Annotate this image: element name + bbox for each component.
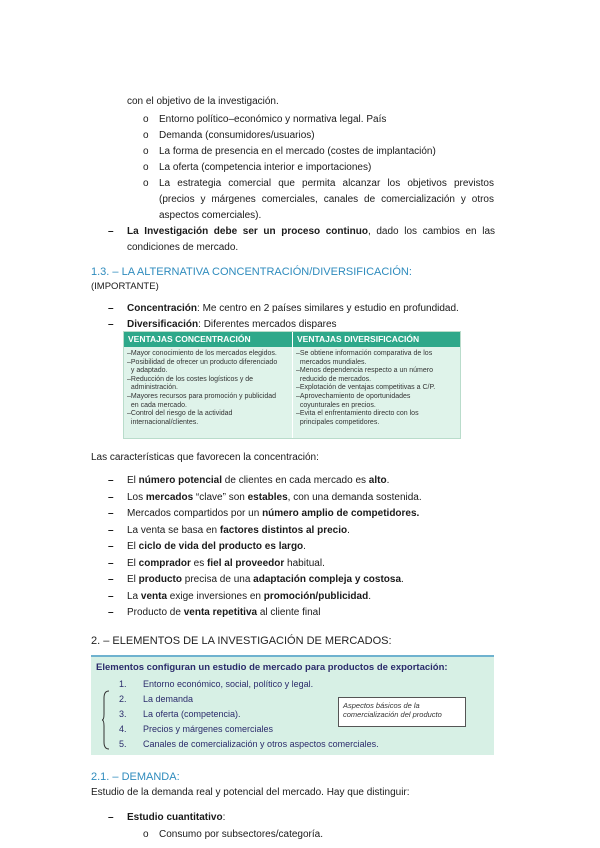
consumption-sub-item: Consumo por subsectores/categoría. — [159, 829, 323, 840]
sub-item: La oferta (competencia interior e importaciones) — [159, 162, 372, 173]
feature-bold-text: producto — [138, 574, 182, 585]
dash-bullet-icon: – — [108, 492, 114, 503]
feature-item — [127, 541, 306, 553]
features-intro: Las características que favorecen la concentración: — [91, 452, 319, 463]
feature-text: . — [347, 525, 350, 536]
concentration-term: Concentración — [127, 303, 198, 314]
elements-box — [91, 655, 494, 755]
diversification-term: Diversificación — [127, 319, 199, 330]
feature-text: Los — [127, 492, 146, 503]
feature-bold-text: comprador — [138, 558, 191, 569]
circle-bullet-icon: o — [143, 114, 149, 125]
quantitative-study-colon: : — [222, 812, 226, 823]
feature-bold-text: promoción/publicidad — [263, 591, 369, 602]
feature-text: es — [190, 558, 208, 569]
feature-text: exige inversiones en — [167, 591, 264, 602]
investigation-bold: La Investigación debe ser un proceso continuo — [127, 226, 368, 237]
section-1-3-note: (IMPORTANTE) — [91, 281, 159, 292]
dash-bullet-icon: – — [108, 812, 114, 823]
dash-bullet-icon: – — [108, 591, 114, 602]
feature-bold-text: venta repetitiva — [183, 607, 258, 618]
feature-text: . — [401, 574, 404, 585]
feature-text: Mercados compartidos por un — [127, 508, 263, 519]
feature-text: . — [368, 591, 371, 602]
feature-text: de clientes en cada mercado es — [222, 475, 369, 486]
feature-text: El — [127, 475, 139, 486]
feature-text: precisa de una — [182, 574, 254, 585]
feature-text: El — [127, 574, 139, 585]
feature-text: “clave” son — [193, 492, 248, 503]
feature-bold-text: factores distintos al precio — [219, 525, 348, 536]
feature-bold-text: adaptación compleja y costosa — [253, 574, 401, 585]
box-item-label: La demanda — [143, 694, 194, 704]
investigation-rest: , dado los cambios en las condiciones de mercado. — [127, 226, 496, 253]
section-2-1-heading: 2.1. – DEMANDA: — [91, 771, 180, 783]
sub-item-long: La estrategia comercial que permita alcanzar los objetivos previstos (precios y márgenes comerciales, canales de comercialización y otros aspectos comerciales). — [159, 178, 494, 221]
feature-bold-text: mercados — [145, 492, 194, 503]
box-item-label: Canales de comercialización y otros aspectos comerciales. — [143, 739, 379, 749]
feature-text: habitual. — [284, 558, 325, 569]
sub-item: La forma de presencia en el mercado (costes de implantación) — [159, 146, 436, 157]
quantitative-study-term: Estudio cuantitativo — [127, 812, 223, 823]
dash-bullet-icon: – — [108, 475, 114, 486]
table-header-concentration: VENTAJAS CONCENTRACIÓN — [124, 332, 292, 347]
sub-item: Demanda (consumidores/usuarios) — [159, 130, 315, 141]
box-item-label: Precios y márgenes comerciales — [143, 724, 274, 734]
box-item-label: Entorno económico, social, político y legal. — [143, 679, 314, 689]
feature-text: Producto de — [127, 607, 184, 618]
section-2-1-intro: Estudio de la demanda real y potencial del mercado. Hay que distinguir: — [91, 787, 410, 798]
feature-bold-text: número amplio de competidores. — [262, 508, 420, 519]
circle-bullet-icon: o — [143, 829, 149, 840]
feature-text: . — [386, 475, 390, 486]
circle-bullet-icon: o — [143, 130, 149, 141]
dash-bullet-icon: – — [108, 558, 114, 569]
table-divider — [292, 332, 293, 438]
box-note: Aspectos básicos de la comercialización del producto — [338, 697, 466, 727]
feature-text: El — [127, 558, 139, 569]
feature-bold-text: ciclo de vida del producto es largo — [138, 541, 304, 552]
feature-text: La — [127, 591, 141, 602]
concentration-item — [127, 303, 459, 315]
circle-bullet-icon: o — [143, 162, 149, 173]
investigation-paragraph — [127, 224, 495, 256]
curly-brace-icon — [102, 690, 110, 750]
feature-item — [127, 492, 422, 504]
table-cell-concentration: –Mayor conocimiento de los mercados elegidos. –Posibilidad de ofrecer un producto diferenciado y adaptado. –Reducción de los costes logísticos y de administración. –Mayores recursos para promoción y publicidad en cada mercado. –Control del riesgo de la actividad internacional/clientes. — [127, 350, 278, 426]
feature-text: al cliente final — [257, 607, 321, 618]
dash-bullet-icon: – — [108, 574, 114, 585]
sub-item: Entorno político–económico y normativa legal. País — [159, 114, 387, 125]
feature-item — [127, 525, 350, 537]
dash-bullet-icon: – — [108, 226, 114, 237]
box-item-label: La oferta (competencia). — [143, 709, 241, 719]
feature-item — [127, 508, 419, 520]
feature-bold-text: alto — [368, 475, 387, 486]
quantitative-study-item — [127, 812, 225, 824]
box-item-number: 5. — [119, 739, 127, 749]
advantages-table — [123, 331, 461, 439]
dash-bullet-icon: – — [108, 319, 114, 330]
feature-bold-text: fiel al proveedor — [207, 558, 285, 569]
concentration-def: : Me centro en 2 países similares y estudio en profundidad. — [197, 303, 459, 314]
feature-bold-text: estables — [247, 492, 288, 503]
feature-bold-text: número potencial — [138, 475, 223, 486]
feature-item — [127, 574, 404, 586]
dash-bullet-icon: – — [108, 541, 114, 552]
feature-item — [127, 475, 389, 487]
dash-bullet-icon: – — [108, 303, 114, 314]
feature-item — [127, 607, 320, 619]
circle-bullet-icon: o — [143, 178, 149, 189]
dash-bullet-icon: – — [108, 607, 114, 618]
box-title: Elementos configuran un estudio de mercado para productos de exportación: — [96, 662, 448, 673]
table-header-diversification: VENTAJAS DIVERSIFICACIÓN — [293, 332, 460, 347]
section-1-3-heading: 1.3. – LA ALTERNATIVA CONCENTRACIÓN/DIVERSIFICACIÓN: — [91, 266, 412, 278]
box-item-number: 4. — [119, 724, 127, 734]
feature-text: El — [127, 541, 139, 552]
dash-bullet-icon: – — [108, 508, 114, 519]
feature-bold-text: venta — [140, 591, 168, 602]
feature-text: , con una demanda sostenida. — [287, 492, 422, 503]
feature-item — [127, 558, 325, 570]
box-item-number: 3. — [119, 709, 127, 719]
intro-line: con el objetivo de la investigación. — [127, 96, 279, 107]
feature-item — [127, 591, 371, 603]
feature-text: . — [303, 541, 306, 552]
section-2-heading: 2. – ELEMENTOS DE LA INVESTIGACIÓN DE MERCADOS: — [91, 635, 392, 647]
diversification-def: : Diferentes mercados dispares — [198, 319, 337, 330]
table-cell-diversification: –Se obtiene información comparativa de los mercados mundiales. –Menos dependencia respecto a un número reducido de mercados. –Explotación de ventajas competitivas a C/P. –Aprovechamiento de oportunidades coyunturales en precios. –Evita el enfrentamiento directo con los principales competidores. — [296, 350, 436, 426]
diversification-item — [127, 319, 337, 331]
feature-text: La venta se basa en — [127, 525, 220, 536]
circle-bullet-icon: o — [143, 146, 149, 157]
dash-bullet-icon: – — [108, 525, 114, 536]
box-item-number: 1. — [119, 679, 127, 689]
box-item-number: 2. — [119, 694, 127, 704]
